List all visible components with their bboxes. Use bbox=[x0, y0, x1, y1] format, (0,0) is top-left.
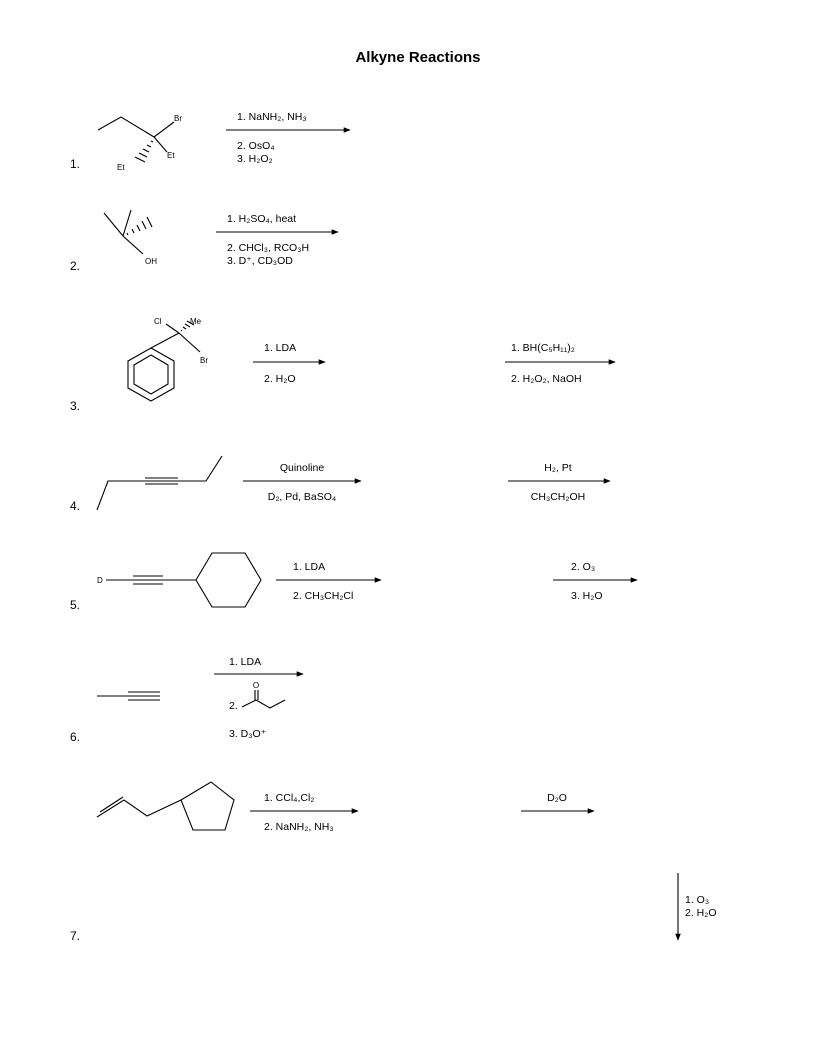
problem-number: 7. bbox=[70, 929, 81, 943]
problem-1 bbox=[70, 111, 350, 172]
reaction-step-2 bbox=[553, 561, 637, 602]
problem-number: 2. bbox=[70, 259, 81, 273]
reagent-label: 2. O₃ bbox=[571, 561, 596, 573]
reaction-step-1 bbox=[253, 342, 325, 385]
reaction-step-2 bbox=[521, 792, 594, 811]
reagent-label: 2. OsO₄ bbox=[237, 140, 275, 152]
problem-7 bbox=[70, 782, 717, 943]
atom-label-et: Et bbox=[167, 151, 175, 160]
reagent-label: 3. H₂O₂ bbox=[237, 153, 273, 165]
atom-label-me: Me bbox=[190, 317, 202, 326]
reagent-label: 3. D⁺, CD₃OD bbox=[227, 255, 293, 267]
problem-number: 4. bbox=[70, 499, 81, 513]
reagent-label: 2. H₂O bbox=[685, 907, 717, 919]
page-title: Alkyne Reactions bbox=[355, 49, 481, 66]
reagent-label: 1. CCl₄,Cl₂ bbox=[264, 792, 315, 804]
molecule-5 bbox=[97, 553, 261, 607]
atom-label-cl: Cl bbox=[154, 317, 162, 326]
problem-number: 3. bbox=[70, 399, 81, 413]
reagent-label: 2. CHCl₃, RCO₃H bbox=[227, 242, 310, 254]
atom-label-et: Et bbox=[117, 163, 125, 172]
reaction-step-1 bbox=[276, 561, 381, 602]
reagent-label: 2. bbox=[229, 700, 238, 712]
reaction-step-1 bbox=[214, 656, 303, 740]
reaction-step-3 bbox=[678, 873, 717, 940]
atom-label-oh: OH bbox=[145, 257, 157, 266]
reagent-label: 2. H₂O bbox=[264, 373, 296, 385]
molecule-2 bbox=[104, 210, 157, 266]
reaction-step-1 bbox=[216, 213, 338, 267]
reagent-label: 2. NaNH₂, NH₃ bbox=[264, 821, 334, 833]
reagent-label: 1. NaNH₂, NH₃ bbox=[237, 111, 307, 123]
reagent-label: 1. LDA bbox=[264, 342, 297, 354]
reagent-label: H₂, Pt bbox=[544, 462, 572, 474]
molecule-1 bbox=[98, 114, 182, 172]
problem-2 bbox=[70, 210, 338, 273]
molecule-3 bbox=[128, 317, 208, 401]
reaction-step-1 bbox=[243, 462, 361, 503]
reagent-label: 1. BH(C₅H₁₁)₂ bbox=[511, 342, 575, 354]
problem-3 bbox=[70, 317, 615, 413]
reagent-label: 3. D₃O⁺ bbox=[229, 728, 267, 740]
problem-number: 1. bbox=[70, 157, 81, 171]
atom-label-br: Br bbox=[174, 114, 182, 123]
reagent-label: 2. H₂O₂, NaOH bbox=[511, 373, 582, 385]
reagent-label: 1. LDA bbox=[293, 561, 326, 573]
reagent-label: D₂, Pd, BaSO₄ bbox=[267, 491, 337, 503]
problem-number: 5. bbox=[70, 598, 81, 612]
reaction-step-2 bbox=[508, 462, 610, 503]
atom-label-d: D bbox=[97, 576, 103, 585]
butanone-structure bbox=[242, 681, 285, 708]
reagent-label: 3. H₂O bbox=[571, 590, 603, 602]
problem-5 bbox=[70, 553, 637, 612]
reagent-label: 1. H₂SO₄, heat bbox=[227, 213, 297, 225]
reagent-label: 1. LDA bbox=[229, 656, 262, 668]
reagent-label: 2. CH₃CH₂Cl bbox=[293, 590, 354, 602]
problem-number: 6. bbox=[70, 730, 81, 744]
reagent-label: Quinoline bbox=[279, 462, 325, 474]
molecule-7 bbox=[97, 782, 234, 830]
molecule-6 bbox=[97, 692, 160, 700]
atom-label-o: O bbox=[252, 681, 260, 690]
reagent-label: D₂O bbox=[547, 792, 567, 804]
reagent-label: 1. O₃ bbox=[685, 894, 710, 906]
reaction-step-2 bbox=[505, 342, 615, 385]
reaction-step-1 bbox=[226, 111, 350, 165]
molecule-4 bbox=[97, 456, 222, 510]
atom-label-br: Br bbox=[200, 356, 208, 365]
reaction-step-1 bbox=[250, 792, 358, 833]
reagent-label: CH₃CH₂OH bbox=[530, 491, 586, 503]
problem-6 bbox=[70, 656, 303, 744]
problem-4 bbox=[70, 456, 610, 513]
